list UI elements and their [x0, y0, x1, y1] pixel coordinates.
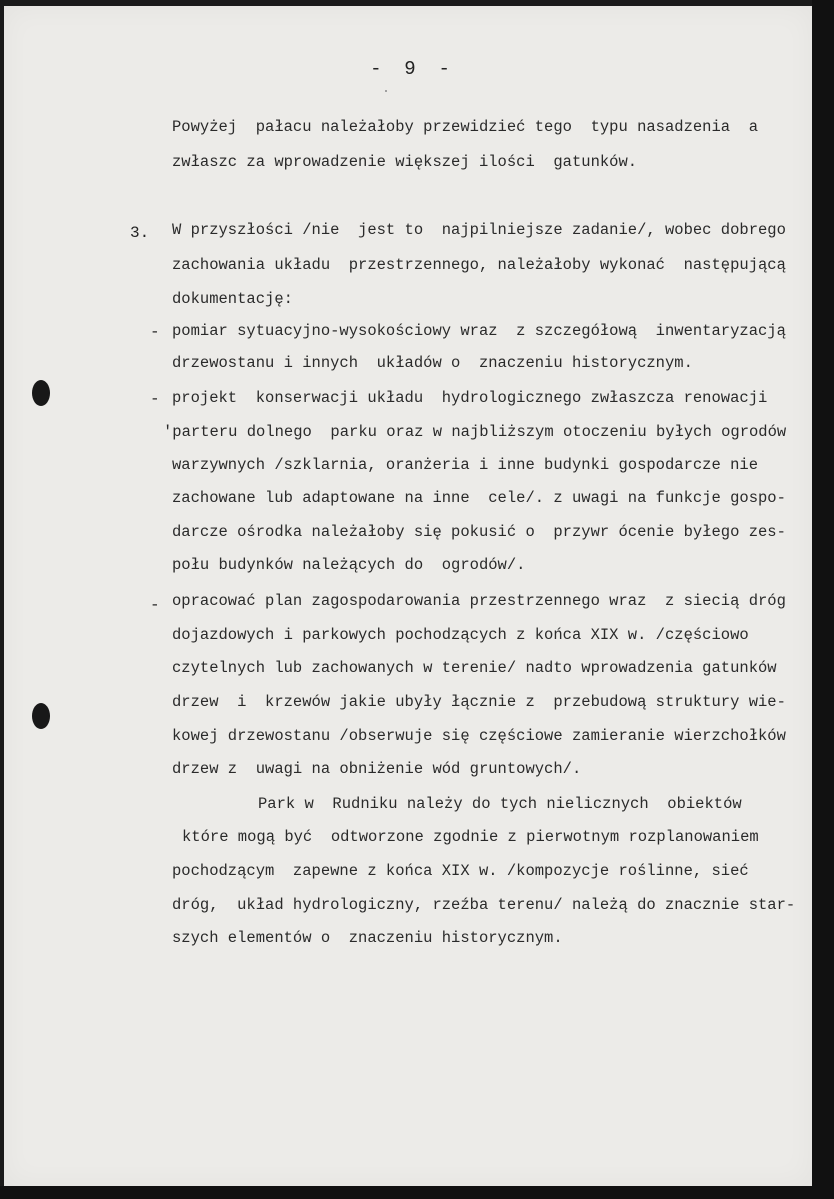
page-number: - 9 -: [370, 58, 450, 80]
punch-hole-top: [32, 380, 50, 406]
bullet-dash: -: [150, 323, 160, 341]
scan-border-bottom: [0, 1186, 834, 1199]
closing-line-3: pochodzącym zapewne z końca XIX w. /kompozycje roślinne, sieć: [172, 862, 749, 880]
closing-line-1: Park w Rudniku należy do tych nielicznych obiektów: [258, 795, 742, 813]
bullet3-line-6: drzew z uwagi na obniżenie wód gruntowych/.: [172, 760, 582, 778]
bullet-dash: -: [150, 596, 160, 614]
bullet2-line-5: darcze ośrodka należałoby się pokusić o przywr ócenie byłego zes-: [172, 523, 786, 541]
item3-line-3: dokumentację:: [172, 290, 293, 308]
closing-line-5: szych elementów o znaczeniu historycznym.: [172, 929, 563, 947]
paper-speck: [385, 90, 387, 92]
bullet-dash: -: [150, 390, 160, 408]
paragraph1-line-1: Powyżej pałacu należałoby przewidzieć tego typu nasadzenia a: [172, 118, 758, 136]
scan-border-right: [812, 0, 834, 1199]
punch-hole-bottom: [32, 703, 50, 729]
item-number: 3.: [130, 224, 150, 242]
closing-line-4: dróg, układ hydrologiczny, rzeźba terenu/ należą do znacznie star-: [172, 896, 796, 914]
bullet3-line-1: opracować plan zagospodarowania przestrzennego wraz z siecią dróg: [172, 592, 786, 610]
bullet1-line-1: pomiar sytuacyjno-wysokościowy wraz z szczegółową inwentaryzacją: [172, 322, 786, 340]
bullet1-line-2: drzewostanu i innych układów o znaczeniu historycznym.: [172, 354, 693, 372]
bullet2-line-3: warzywnych /szklarnia, oranżeria i inne budynki gospodarcze nie: [172, 456, 758, 474]
closing-line-2: które mogą być odtworzone zgodnie z pierwotnym rozplanowaniem: [182, 828, 759, 846]
item3-line-2: zachowania układu przestrzennego, należałoby wykonać następującą: [172, 256, 786, 274]
bullet3-line-2: dojazdowych i parkowych pochodzących z końca XIX w. /częściowo: [172, 626, 749, 644]
bullet3-line-4: drzew i krzewów jakie ubyły łącznie z przebudową struktury wie-: [172, 693, 786, 711]
bullet3-line-3: czytelnych lub zachowanych w terenie/ nadto wprowadzenia gatunków: [172, 659, 777, 677]
paragraph1-line-2: zwłaszc za wprowadzenie większej ilości gatunków.: [172, 153, 638, 171]
item3-line-1: W przyszłości /nie jest to najpilniejsze zadanie/, wobec dobrego: [172, 221, 786, 239]
bullet3-line-5: kowej drzewostanu /obserwuje się częściowe zamieranie wierzchołków: [172, 727, 786, 745]
bullet2-line-1: projekt konserwacji układu hydrologicznego zwłaszcza renowacji: [172, 389, 768, 407]
bullet2-line-6: połu budynków należących do ogrodów/.: [172, 556, 526, 574]
bullet2-line-4: zachowane lub adaptowane na inne cele/. z uwagi na funkcje gospo-: [172, 489, 786, 507]
bullet2-line-2: 'parteru dolnego parku oraz w najbliższym otoczeniu byłych ogrodów: [163, 423, 787, 441]
